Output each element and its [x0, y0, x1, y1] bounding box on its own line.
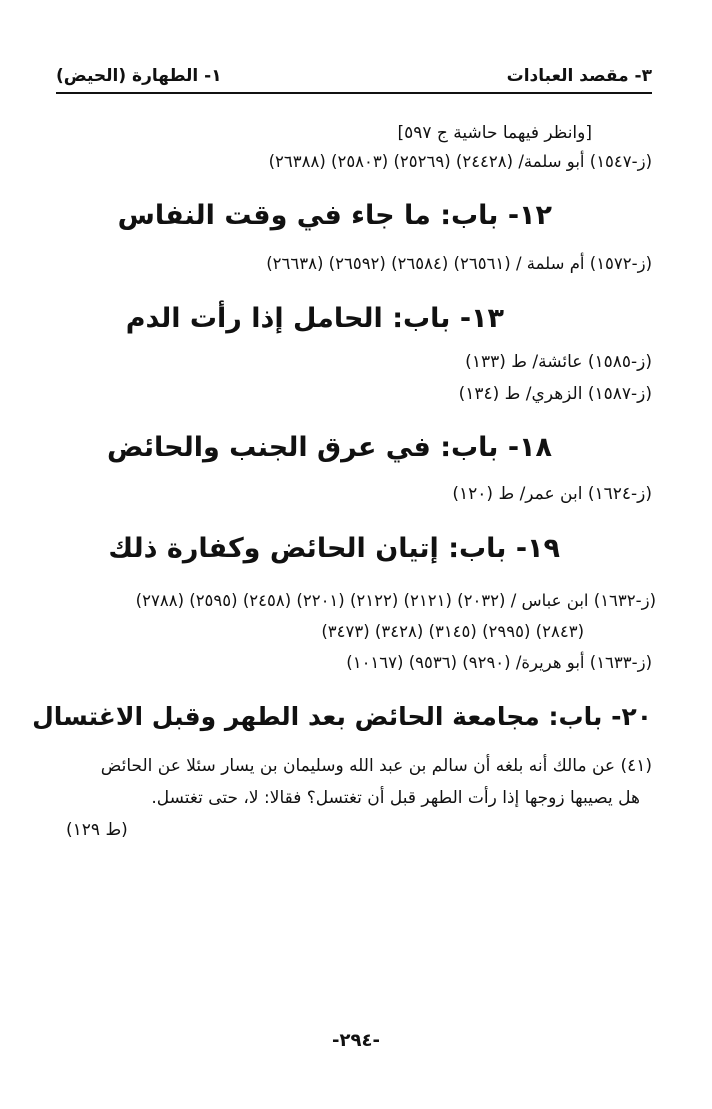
header-section-title: ٣- مقصد العبادات	[506, 66, 652, 86]
hadith-reference-1624: (ز-١٦٢٤) ابن عمر/ ط (١٢٠)	[452, 484, 652, 504]
hadith-reference-1585: (ز-١٥٨٥) عائشة/ ط (١٣٣)	[465, 352, 652, 372]
hadith-text-line-2: هل يصيبها زوجها إذا رأت الطهر قبل أن تغتسل؟ فقالا: لا، حتى تغتسل.	[151, 788, 640, 808]
chapter-heading-13: ١٣- باب: الحامل إذا رأت الدم	[125, 303, 504, 334]
hadith-reference-1632-cont: (٢٨٤٣) (٢٩٩٥) (٣١٤٥) (٣٤٢٨) (٣٤٧٣)	[321, 622, 584, 641]
chapter-heading-19: ١٩- باب: إتيان الحائض وكفارة ذلك	[108, 533, 560, 564]
hadith-reference-1587: (ز-١٥٨٧) الزهري/ ط (١٣٤)	[458, 384, 652, 404]
hadith-text-line-1: (٤١) عن مالك أنه بلغه أن سالم بن عبد الله وسليمان بن يسار سئلا عن الحائض	[100, 756, 652, 776]
hadith-reference-1572: (ز-١٥٧٢) أم سلمة / (٢٦٥٦١) (٢٦٥٨٤) (٢٦٥٩٢) (٢٦٦٣٨)	[266, 254, 652, 273]
chapter-heading-12: ١٢- باب: ما جاء في وقت النفاس	[117, 200, 552, 231]
hadith-reference-1632: (ز-١٦٣٢) ابن عباس / (٢٠٣٢) (٢١٢١) (٢١٢٢) (٢٢٠١) (٢٤٥٨) (٢٥٩٥) (٢٧٨٨)	[135, 591, 656, 610]
hadith-reference-1547: (ز-١٥٤٧) أبو سلمة/ (٢٤٤٢٨) (٢٥٢٦٩) (٢٥٨٠٣) (٢٦٣٨٨)	[268, 152, 652, 171]
header-rule	[56, 92, 652, 94]
page-number: -٢٩٤-	[332, 1030, 380, 1051]
chapter-heading-20: ٢٠- باب: مجامعة الحائض بعد الطهر وقبل الاغتسال	[32, 702, 652, 731]
reference-note: [وانظر فيهما حاشية ج ٥٩٧]	[397, 123, 592, 143]
hadith-text	[60, 750, 652, 846]
header-chapter-title: ١- الطهارة (الحيض)	[56, 66, 222, 86]
chapter-heading-18: ١٨- باب: في عرق الجنب والحائض	[107, 432, 552, 463]
hadith-source-ref: (ط ١٢٩)	[66, 820, 128, 840]
hadith-reference-1633: (ز-١٦٣٣) أبو هريرة/ (٩٢٩٠) (٩٥٣٦) (١٠١٦٧)	[346, 653, 652, 672]
running-header	[56, 56, 652, 96]
